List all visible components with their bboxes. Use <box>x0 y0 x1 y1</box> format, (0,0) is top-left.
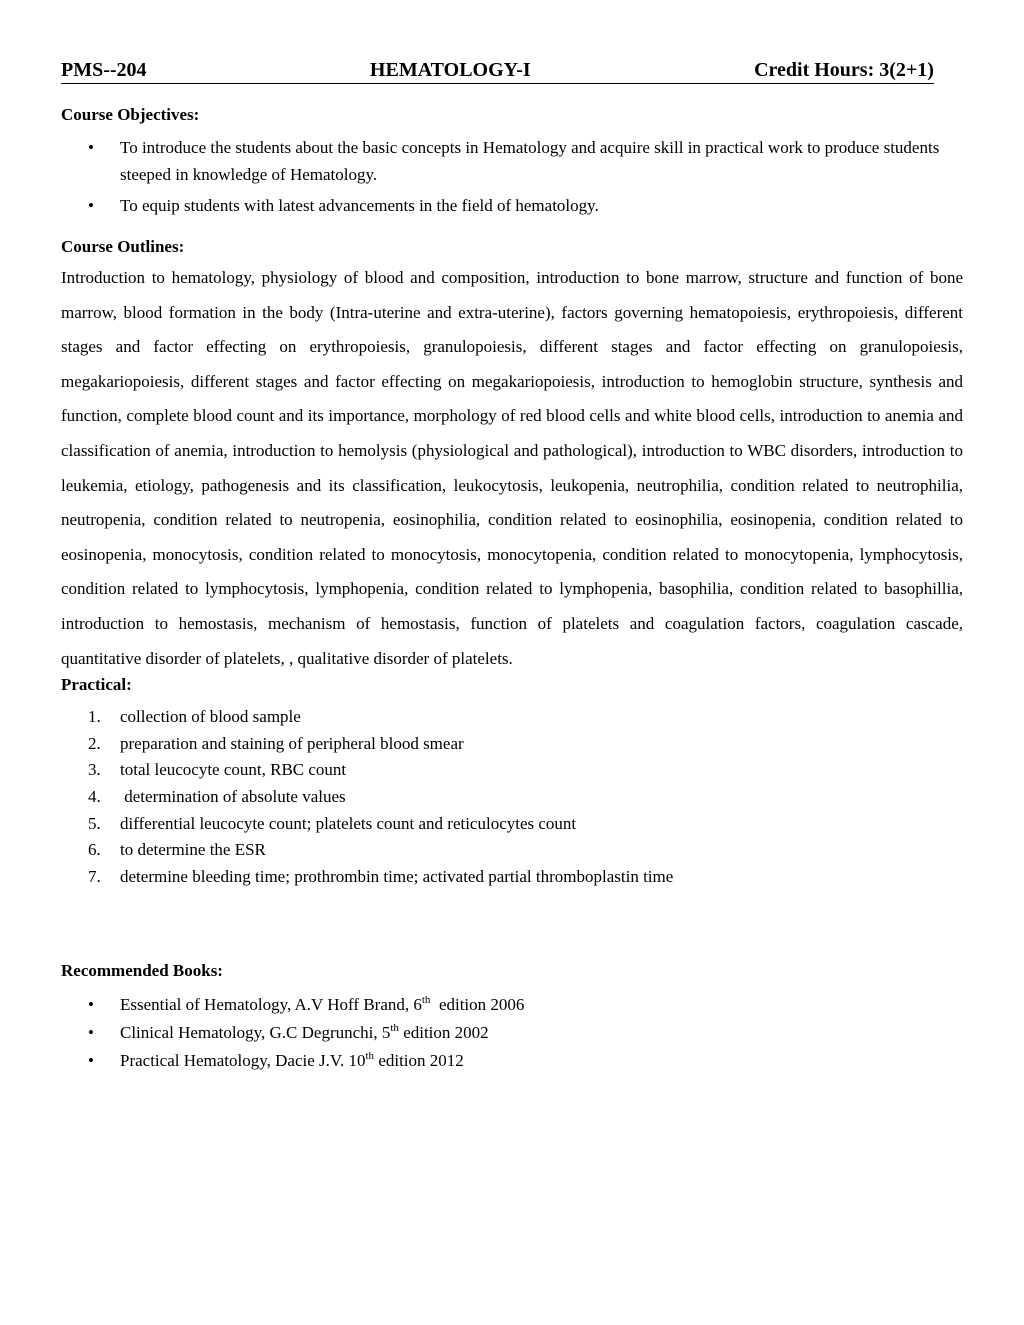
objectives-heading: Course Objectives: <box>61 105 200 124</box>
book-edition: edition 2006 <box>430 995 525 1015</box>
objectives-list <box>61 134 963 219</box>
books-heading: Recommended Books: <box>61 961 223 981</box>
course-code: PMS--204 <box>61 59 147 81</box>
edition-superscript: th <box>390 1022 399 1035</box>
practical-number: 3. <box>88 760 101 780</box>
book-edition: edition 2012 <box>374 1051 464 1071</box>
practical-number: 2. <box>88 733 101 753</box>
practical-text: preparation and staining of peripheral blood smear <box>120 733 464 753</box>
practical-item <box>61 704 963 731</box>
book-title: Clinical Hematology, G.C Degrunchi, 5 <box>120 1023 391 1043</box>
course-header <box>61 58 934 84</box>
practical-item <box>61 784 963 811</box>
practical-text: collection of blood sample <box>120 707 301 727</box>
edition-superscript: th <box>365 1050 375 1063</box>
book-item <box>61 991 963 1019</box>
practical-item <box>61 864 963 891</box>
book-title: Essential of Hematology, A.V Hoff Brand, 6 <box>120 995 422 1015</box>
practical-text: determine bleeding time; prothrombin time; activated partial thromboplastin time <box>120 866 674 886</box>
practical-heading: Practical: <box>61 675 132 695</box>
practical-text: total leucocyte count, RBC count <box>120 760 347 780</box>
practical-item <box>61 811 963 838</box>
credit-hours: Credit Hours: 3(2+1) <box>754 59 934 81</box>
practical-number: 5. <box>88 813 101 833</box>
edition-superscript: th <box>421 994 431 1007</box>
outlines-paragraph: Introduction to hematology, physiology of blood and composition, introduction to bone marrow, structure and function of bone marrow, blood formation in the body (Intra-uterine and extra-uterine), factors governing hematopoiesis, erythropoiesis, different stages and factor effecting on erythropoiesis, granulopoiesis, different stages and factor effecting on granulopoiesis, megakariopoiesis, different stages and factor effecting on megakariopoiesis, introduction to hemoglobin structure, synthesis and function, complete blood count and its importance, morphology of red blood cells and white blood cells, introduction to anemia and classification of anemia, introduction to hemolysis (physiological and pathological), introduction to WBC disorders, introduction to leukemia, etiology, pathogenesis and its classification, leukocytosis, leukopenia, neutrophilia, condition related to neutrophilia, neutropenia, condition related to neutropenia, eosinophilia, condition related to eosinophilia, eosinopenia, condition related to eosinopenia, monocytosis, condition related to monocytosis, monocytopenia, condition related to monocytopenia, lymphocytosis, condition related to lymphocytosis, lymphopenia, condition related to lymphopenia, basophilia, condition related to basophillia, introduction to hemostasis, mechanism of hemostasis, function of platelets and coagulation factors, coagulation cascade, quantitative disorder of platelets, , qualitative disorder of platelets. <box>61 268 963 668</box>
objective-item: • To equip students with latest advancements in the field of hematology. <box>61 192 963 219</box>
books-list <box>61 991 963 1075</box>
objective-item: • To introduce the students about the basic concepts in Hematology and acquire skill in practical work to produce students steeped in knowledge of Hematology. <box>61 134 963 188</box>
practical-list <box>61 704 963 890</box>
practical-number: 7. <box>88 866 101 886</box>
document-page <box>61 58 963 1075</box>
practical-number: 1. <box>88 707 101 727</box>
book-item <box>61 1019 963 1047</box>
course-title: HEMATOLOGY-I <box>369 59 531 81</box>
outlines-heading: Course Outlines: <box>61 237 185 256</box>
practical-number: 4. <box>88 786 101 806</box>
practical-item <box>61 731 963 758</box>
practical-item <box>61 837 963 864</box>
practical-text: determination of absolute values <box>120 786 346 806</box>
book-title: Practical Hematology, Dacie J.V. 10 <box>120 1051 366 1071</box>
practical-number: 6. <box>88 840 101 860</box>
practical-item <box>61 757 963 784</box>
book-edition: edition 2002 <box>398 1023 489 1043</box>
book-item <box>61 1047 963 1075</box>
practical-text: to determine the ESR <box>120 840 266 860</box>
practical-text: differential leucocyte count; platelets count and reticulocytes count <box>120 813 577 833</box>
